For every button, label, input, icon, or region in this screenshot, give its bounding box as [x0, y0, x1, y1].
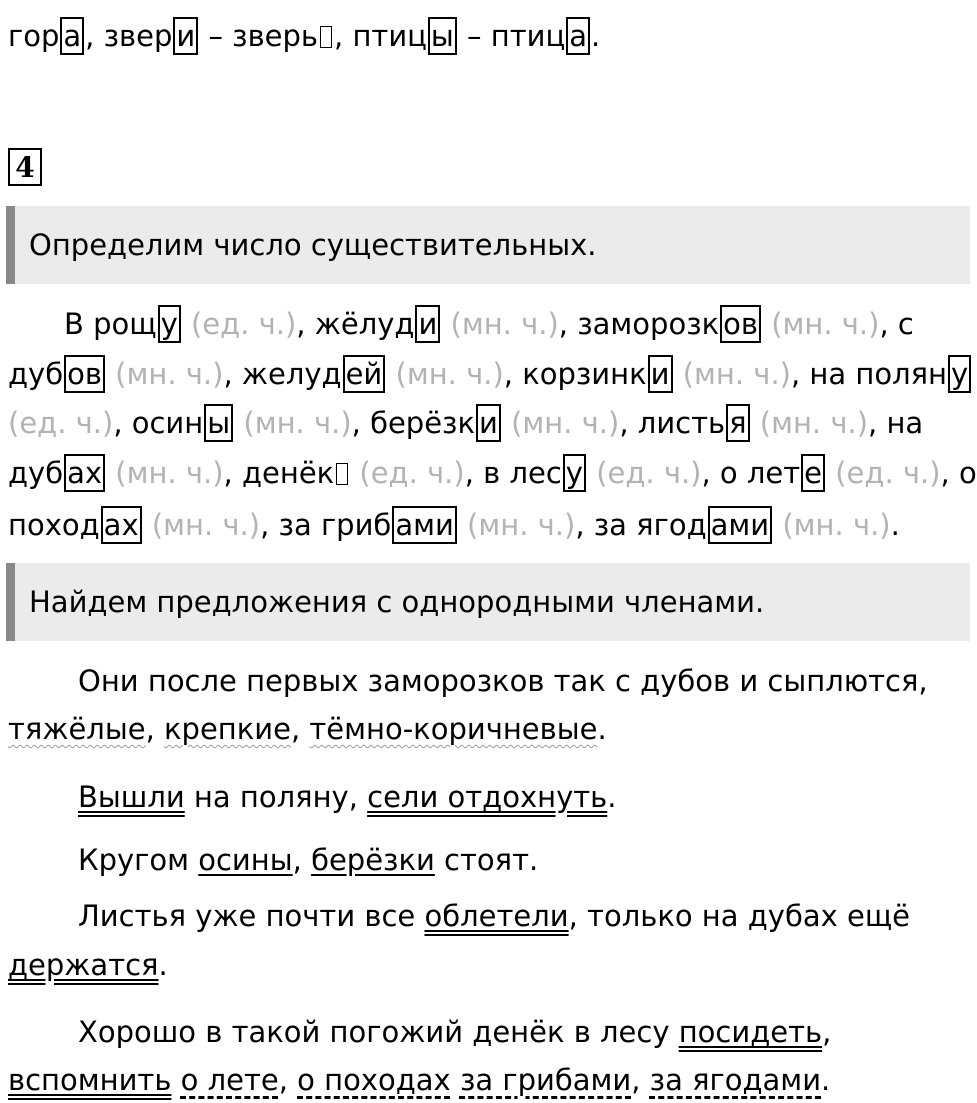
sentence-text: , только на дубах ещё — [568, 899, 910, 933]
punct: . — [158, 948, 168, 982]
sentence-text: Они после первых заморозков так с дубов и сыплются, — [78, 664, 928, 698]
zero-ending-box — [336, 463, 348, 485]
punct: , — [822, 1015, 832, 1049]
predicate: посидеть — [678, 1015, 823, 1049]
number-label: (ед. ч.) — [596, 456, 702, 490]
sentence-text: Хорошо в такой погожий денёк в лесу — [78, 1015, 679, 1049]
number-label: (мн. ч.) — [115, 357, 224, 391]
number-label: (мн. ч.) — [243, 406, 352, 440]
predicate: Вышли — [78, 780, 185, 814]
number-label: (мн. ч.) — [395, 357, 504, 391]
word: дуб — [8, 357, 64, 391]
number-label: (мн. ч.) — [467, 508, 576, 542]
word: – птиц — [457, 19, 566, 53]
predicate: вспомнить — [8, 1063, 172, 1097]
word: , за ягод — [575, 508, 707, 542]
nouns-line-4 — [8, 453, 977, 493]
ending-box: у — [158, 305, 181, 343]
punct: . — [890, 508, 900, 542]
sentence-1-line-2 — [8, 709, 607, 749]
predicate: облетели — [424, 899, 569, 933]
homogeneous-word: крепкие — [164, 712, 291, 746]
ending-box: а — [60, 17, 84, 55]
ending-box: и — [173, 17, 198, 55]
ending-box: у — [563, 454, 586, 492]
homogeneous-word: тёмно-коричневые — [309, 712, 598, 746]
sentence-5-line-1 — [78, 1012, 831, 1052]
object: о походах — [297, 1063, 451, 1097]
word: , с — [879, 307, 914, 341]
nouns-line-5 — [8, 505, 900, 545]
word: , звер — [85, 19, 173, 53]
homogeneous-word: тяжёлые — [8, 712, 146, 746]
sentence-4-line-2 — [8, 945, 168, 985]
word: – зверь — [199, 19, 319, 53]
word: , о лет — [701, 456, 801, 490]
word: , заморозк — [558, 307, 720, 341]
ending-box: ов — [64, 355, 105, 393]
ending-box: ы — [428, 17, 457, 55]
number-label: (ед. ч.) — [190, 307, 297, 341]
heading-text: Определим число существительных. — [29, 228, 597, 262]
number-label: (мн. ч.) — [115, 456, 224, 490]
ending-box: а — [566, 17, 590, 55]
object: за грибами — [459, 1063, 632, 1097]
word: , корзинк — [503, 357, 647, 391]
subject: осины — [198, 843, 293, 877]
number-label: (мн. ч.) — [450, 307, 559, 341]
task-number: 4 — [8, 148, 42, 186]
ending-box: ами — [708, 506, 773, 544]
predicate: сели отдохнуть — [367, 780, 608, 814]
sentence-1-line-1 — [78, 661, 928, 701]
predicate: держатся — [8, 948, 159, 982]
word: гор — [8, 19, 60, 53]
word: , листь — [619, 406, 726, 440]
object: о лете — [180, 1063, 279, 1097]
number-label: (ед. ч.) — [359, 456, 465, 490]
word: , жёлуд — [296, 307, 415, 341]
word: , о — [940, 456, 977, 490]
number-label: (ед. ч.) — [835, 456, 941, 490]
ending-box: ах — [64, 454, 105, 492]
zero-ending-box — [320, 26, 332, 48]
section-heading-number — [6, 206, 970, 284]
number-label: (мн. ч.) — [682, 357, 791, 391]
word: , желуд — [223, 357, 342, 391]
punct: , — [145, 712, 165, 746]
ending-box: ы — [204, 404, 233, 442]
word: , берёзк — [351, 406, 475, 440]
ending-box: ов — [720, 305, 761, 343]
punct: , — [278, 1063, 298, 1097]
word: , на полян — [790, 357, 948, 391]
ending-box: ах — [101, 506, 142, 544]
previous-answer-line — [8, 16, 600, 56]
word: , за гриб — [260, 508, 392, 542]
nouns-line-2 — [8, 354, 972, 394]
heading-text: Найдем предложения с однородными членами. — [29, 585, 765, 619]
punct: , — [292, 843, 312, 877]
word: , на — [868, 406, 924, 440]
number-label: (мн. ч.) — [511, 406, 620, 440]
ending-box: и — [648, 355, 673, 393]
word: В рощ — [64, 307, 157, 341]
nouns-line-3 — [8, 403, 923, 443]
punct: . — [821, 1063, 831, 1097]
word: , осин — [113, 406, 204, 440]
sentence-text: Листья уже почти все — [78, 899, 425, 933]
number-label: (мн. ч.) — [151, 508, 261, 542]
section-heading-homogeneous — [6, 563, 970, 641]
word: , денёк — [223, 456, 335, 490]
number-label: (мн. ч.) — [771, 307, 880, 341]
number-label: (мн. ч.) — [759, 406, 869, 440]
sentence-text: на поляну, — [184, 780, 368, 814]
sentence-4-line-1 — [78, 896, 910, 936]
sentence-5-line-2 — [8, 1060, 830, 1100]
sentence-text: Кругом — [78, 843, 199, 877]
punct: , — [290, 712, 310, 746]
word: дуб — [8, 456, 64, 490]
sentence-2 — [78, 777, 616, 817]
word: , птиц — [334, 19, 427, 53]
nouns-line-1 — [64, 304, 914, 344]
punct: . — [591, 19, 601, 53]
number-label: (ед. ч.) — [8, 406, 114, 440]
object: за ягодами — [649, 1063, 822, 1097]
ending-box: и — [415, 305, 440, 343]
ending-box: я — [726, 404, 749, 442]
ending-box: е — [801, 454, 825, 492]
number-label: (мн. ч.) — [782, 508, 891, 542]
punct: , — [631, 1063, 650, 1097]
subject: берёзки — [311, 843, 435, 877]
sentence-3 — [78, 840, 538, 880]
sentence-text: стоят. — [434, 843, 539, 877]
ending-box: ей — [343, 355, 386, 393]
word: поход — [8, 508, 100, 542]
word: , в лес — [464, 456, 562, 490]
ending-box: ами — [392, 506, 457, 544]
ending-box: и — [476, 404, 501, 442]
ending-box: у — [948, 355, 971, 393]
punct: . — [597, 712, 607, 746]
punct: . — [607, 780, 617, 814]
